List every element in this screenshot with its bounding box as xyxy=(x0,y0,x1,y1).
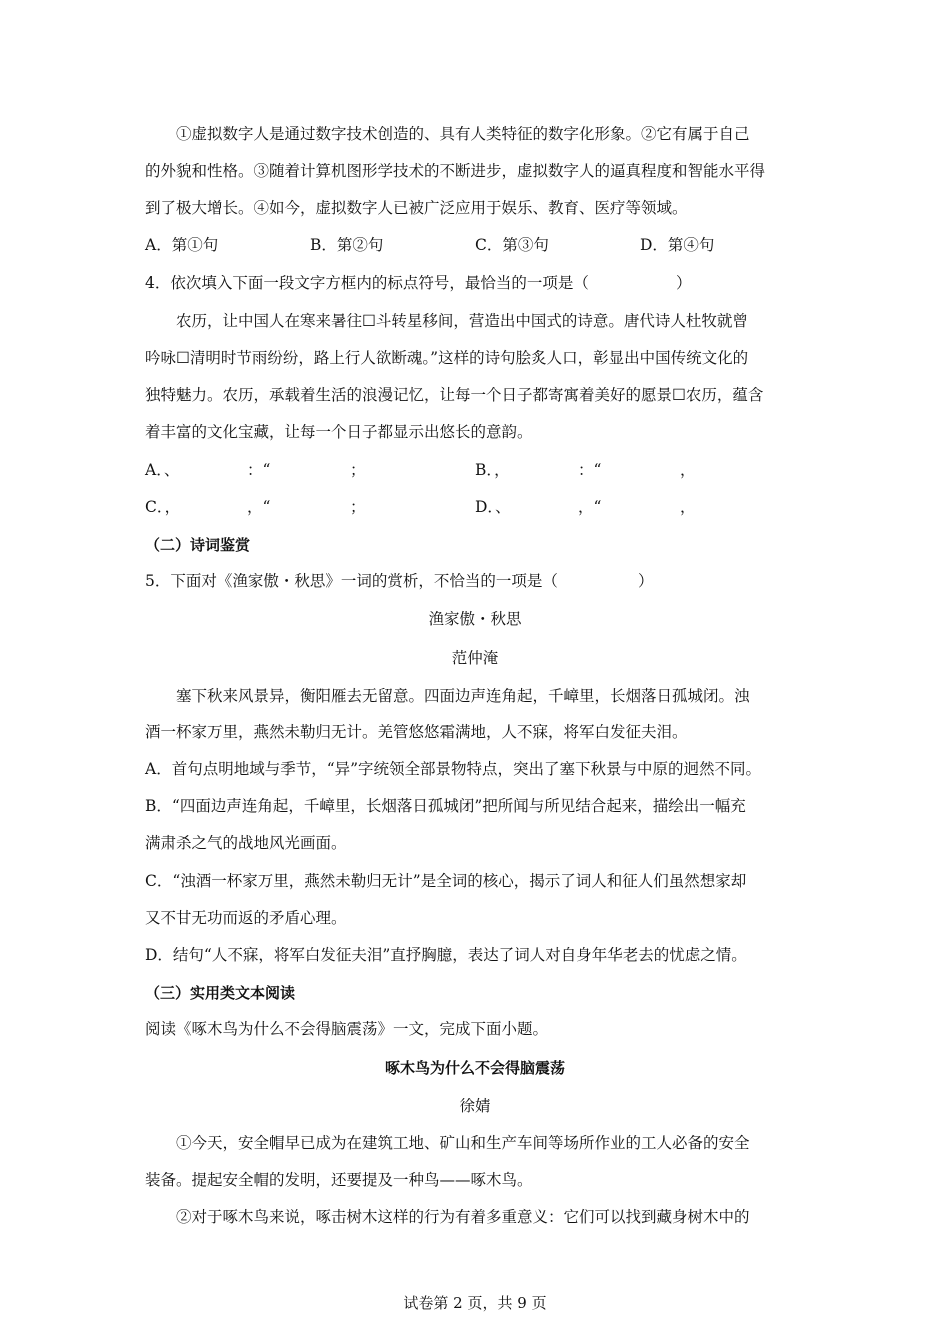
poem-author: 范仲淹 xyxy=(451,649,499,667)
q5-option-b-cont: 满肃杀之气的战地风光画面。 xyxy=(145,834,347,852)
q5-option-d: D．结句“人不寐，将军白发征夫泪”直抒胸臆，表达了词人对自身年华老去的忧虑之情。 xyxy=(145,946,747,964)
article-author: 徐婧 xyxy=(459,1097,491,1115)
q5-option-c: C．“浊酒一杯家万里，燕然未勒归无计”是全词的核心，揭示了词人和征人们虽然想家却 xyxy=(145,872,747,890)
q3-option-b: B．第②句 xyxy=(310,236,384,254)
q4-option-a-label: A．、 xyxy=(145,461,180,479)
q3-passage-line-1: ①虚拟数字人是通过数字技术创造的、具有人类特征的数字化形象。②它有属于自己 xyxy=(176,125,750,143)
article-paragraph-1: ①今天，安全帽早已成为在建筑工地、矿山和生产车间等场所作业的工人必备的安全 xyxy=(176,1134,750,1152)
article-paragraph-2: ②对于啄木鸟来说，啄击树木这样的行为有着多重意义：它们可以找到藏身树木中的 xyxy=(176,1208,750,1226)
q3-passage-line-2: 的外貌和性格。③随着计算机图形学技术的不断进步，虚拟数字人的逼真程度和智能水平得 xyxy=(145,162,766,180)
q4-option-b-mark2: ：“ xyxy=(578,461,602,479)
q4-option-c-label: C．， xyxy=(145,498,181,516)
section-title-poetry: （二）诗词鉴赏 xyxy=(145,536,251,554)
section-title-practical-text: （三）实用类文本阅读 xyxy=(145,984,296,1002)
q5-option-c-cont: 又不甘无功而返的矛盾心理。 xyxy=(145,909,347,927)
q4-passage-line-2: 吟咏☐清明时节雨纷纷，路上行人欲断魂。”这样的诗句脍炙人口，彰显出中国传统文化的 xyxy=(145,349,749,367)
q3-option-d: D．第④句 xyxy=(640,236,715,254)
q3-passage-line-3: 到了极大增长。④如今，虚拟数字人已被广泛应用于娱乐、教育、医疗等领域。 xyxy=(145,199,688,217)
q5-option-a: A．首句点明地域与季节，“异”字统领全部景物特点，突出了塞下秋景与中原的迥然不同。 xyxy=(145,760,762,778)
q4-option-a-mark2: ：“ xyxy=(247,461,271,479)
q4-option-b-mark3: ， xyxy=(680,461,696,479)
poem-title: 渔家傲・秋思 xyxy=(428,610,522,628)
q4-stem: 4．依次填入下面一段文字方框内的标点符号，最恰当的一项是（ xyxy=(145,274,589,292)
q5-option-b: B．“四面边声连角起，千嶂里，长烟落日孤城闭”把所闻与所见结合起来，描绘出一幅充 xyxy=(145,797,746,815)
q4-passage-line-1: 农历，让中国人在寒来暑往☐斗转星移间，营造出中国式的诗意。唐代诗人杜牧就曾 xyxy=(176,312,748,330)
q5-answer-paren-close: ） xyxy=(638,572,654,590)
page-footer: 试卷第 2 页，共 9 页 xyxy=(403,1294,547,1312)
q4-option-d-mark2: ，“ xyxy=(578,498,602,516)
q4-option-b-label: B．， xyxy=(475,461,510,479)
article-title: 啄木鸟为什么不会得脑震荡 xyxy=(384,1059,565,1077)
q4-option-d-label: D．、 xyxy=(475,498,511,516)
reading-instruction: 阅读《啄木鸟为什么不会得脑震荡》一文，完成下面小题。 xyxy=(145,1020,549,1038)
q4-passage-line-4: 着丰富的文化宝藏，让每一个日子都显示出悠长的意韵。 xyxy=(145,423,533,441)
q4-option-a-mark3: ； xyxy=(350,461,366,479)
q5-stem: 5．下面对《渔家傲・秋思》一词的赏析，不恰当的一项是（ xyxy=(145,572,558,590)
q4-answer-paren-close: ） xyxy=(676,274,692,292)
q3-option-c: C．第③句 xyxy=(475,236,549,254)
article-paragraph-1-cont: 装备。提起安全帽的发明，还要提及一种鸟——啄木鸟。 xyxy=(145,1171,533,1189)
poem-line-1: 塞下秋来风景异，衡阳雁去无留意。四面边声连角起，千嶂里，长烟落日孤城闭。浊 xyxy=(176,687,750,705)
q4-option-c-mark3: ； xyxy=(350,498,366,516)
q4-option-c-mark2: ，“ xyxy=(247,498,271,516)
poem-line-2: 酒一杯家万里，燕然未勒归无计。羌管悠悠霜满地，人不寐，将军白发征夫泪。 xyxy=(145,723,688,741)
q4-passage-line-3: 独特魅力。农历，承载着生活的浪漫记忆，让每一个日子都寄寓着美好的愿景☐农历，蕴含 xyxy=(145,386,764,404)
q4-option-d-mark3: ， xyxy=(680,498,696,516)
q3-option-a: A．第①句 xyxy=(145,236,219,254)
